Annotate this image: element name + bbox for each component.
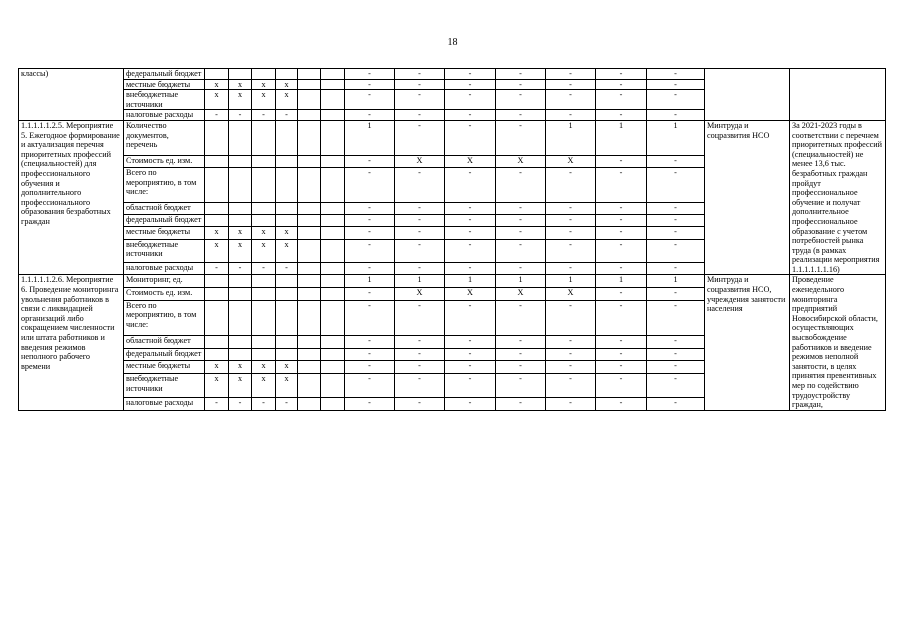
indicator-label-cell: налоговые расходы xyxy=(124,110,205,121)
value-cell: - xyxy=(546,202,596,214)
value-cell: - xyxy=(345,263,395,275)
value-cell xyxy=(229,120,252,155)
value-cell: - xyxy=(345,79,395,90)
value-cell xyxy=(321,110,345,121)
value-cell: - xyxy=(445,263,496,275)
value-cell: - xyxy=(496,167,546,202)
value-cell xyxy=(252,167,276,202)
value-cell: - xyxy=(546,374,596,398)
value-cell: - xyxy=(345,202,395,214)
value-cell xyxy=(298,110,321,121)
value-cell: - xyxy=(445,300,496,335)
value-cell: 1 xyxy=(345,120,395,155)
value-cell: 1 xyxy=(647,120,705,155)
table-row xyxy=(19,275,886,288)
value-cell: - xyxy=(205,263,229,275)
value-cell: - xyxy=(395,374,445,398)
value-cell: - xyxy=(596,69,647,80)
value-cell: - xyxy=(445,336,496,349)
value-cell xyxy=(252,336,276,349)
value-cell: х xyxy=(276,374,298,398)
value-cell: - xyxy=(496,202,546,214)
value-cell: х xyxy=(205,227,229,239)
indicator-label-cell: местные бюджеты xyxy=(124,227,205,239)
value-cell xyxy=(205,202,229,214)
value-cell: - xyxy=(496,336,546,349)
value-cell: - xyxy=(345,361,395,374)
value-cell: - xyxy=(395,361,445,374)
value-cell xyxy=(276,348,298,361)
value-cell: - xyxy=(647,348,705,361)
value-cell xyxy=(321,288,345,301)
value-cell: - xyxy=(596,214,647,226)
value-cell xyxy=(205,69,229,80)
value-cell xyxy=(229,288,252,301)
value-cell: х xyxy=(276,361,298,374)
value-cell: - xyxy=(496,110,546,121)
value-cell xyxy=(276,214,298,226)
value-cell: - xyxy=(395,79,445,90)
value-cell: - xyxy=(647,69,705,80)
value-cell: - xyxy=(496,69,546,80)
value-cell: - xyxy=(395,227,445,239)
indicator-label-cell: местные бюджеты xyxy=(124,361,205,374)
value-cell xyxy=(205,214,229,226)
value-cell: - xyxy=(496,361,546,374)
value-cell: - xyxy=(345,398,395,411)
value-cell xyxy=(252,120,276,155)
value-cell xyxy=(276,300,298,335)
value-cell xyxy=(229,167,252,202)
value-cell xyxy=(205,348,229,361)
value-cell: - xyxy=(395,300,445,335)
value-cell xyxy=(298,263,321,275)
value-cell xyxy=(321,336,345,349)
measures-table xyxy=(18,68,886,411)
value-cell: х xyxy=(252,374,276,398)
value-cell xyxy=(298,167,321,202)
value-cell: - xyxy=(546,398,596,411)
value-cell: - xyxy=(445,239,496,263)
value-cell xyxy=(298,79,321,90)
measure-name-cell: 1.1.1.1.1.2.5. Мероприятие 5. Ежегодное формирование и актуализация перечня приоритетных профессий (специальностей) для профессионального обучения и дополнительного профессионального образования безработных граждан xyxy=(19,120,124,275)
value-cell: X xyxy=(395,155,445,167)
value-cell: - xyxy=(395,69,445,80)
measure-name-cell: классы) xyxy=(19,69,124,121)
value-cell: 1 xyxy=(445,275,496,288)
value-cell: - xyxy=(205,398,229,411)
value-cell: - xyxy=(445,398,496,411)
value-cell: 1 xyxy=(596,120,647,155)
indicator-label-cell: налоговые расходы xyxy=(124,398,205,411)
value-cell: - xyxy=(229,263,252,275)
value-cell: - xyxy=(546,167,596,202)
value-cell xyxy=(321,300,345,335)
value-cell: - xyxy=(395,110,445,121)
value-cell: - xyxy=(647,361,705,374)
value-cell: х xyxy=(229,79,252,90)
value-cell xyxy=(229,202,252,214)
value-cell xyxy=(252,288,276,301)
value-cell: X xyxy=(546,288,596,301)
value-cell: х xyxy=(252,90,276,110)
value-cell: - xyxy=(496,79,546,90)
value-cell: х xyxy=(276,239,298,263)
value-cell: - xyxy=(345,90,395,110)
result-cell xyxy=(790,69,886,121)
value-cell: - xyxy=(252,263,276,275)
value-cell: - xyxy=(395,214,445,226)
value-cell xyxy=(321,202,345,214)
value-cell: - xyxy=(496,398,546,411)
value-cell: - xyxy=(276,263,298,275)
value-cell: - xyxy=(345,288,395,301)
value-cell xyxy=(252,214,276,226)
value-cell xyxy=(298,300,321,335)
value-cell: - xyxy=(647,202,705,214)
value-cell xyxy=(229,214,252,226)
value-cell xyxy=(298,239,321,263)
value-cell: - xyxy=(276,110,298,121)
value-cell: - xyxy=(647,155,705,167)
value-cell xyxy=(321,90,345,110)
value-cell xyxy=(252,275,276,288)
value-cell xyxy=(229,69,252,80)
result-cell: Проведение еженедельного мониторинга предприятий Новосибирской области, осуществляющих высвобождение работников и введение режимов неполной занятости, в целях принятия превентивных мер по содействию трудоустройству граждан, xyxy=(790,275,886,410)
value-cell xyxy=(321,263,345,275)
value-cell: - xyxy=(345,69,395,80)
value-cell: - xyxy=(445,374,496,398)
value-cell: - xyxy=(345,167,395,202)
value-cell: х xyxy=(229,239,252,263)
value-cell xyxy=(298,275,321,288)
value-cell: - xyxy=(496,263,546,275)
value-cell xyxy=(252,348,276,361)
value-cell: - xyxy=(345,336,395,349)
indicator-label-cell: областной бюджет xyxy=(124,336,205,349)
value-cell: х xyxy=(229,374,252,398)
value-cell: - xyxy=(252,398,276,411)
indicator-label-cell: налоговые расходы xyxy=(124,263,205,275)
value-cell: - xyxy=(647,336,705,349)
value-cell: х xyxy=(276,79,298,90)
value-cell: - xyxy=(496,90,546,110)
value-cell: - xyxy=(445,361,496,374)
value-cell: - xyxy=(445,90,496,110)
indicator-label-cell: Стоимость ед. изм. xyxy=(124,155,205,167)
value-cell: - xyxy=(229,110,252,121)
value-cell xyxy=(205,288,229,301)
value-cell: - xyxy=(445,202,496,214)
value-cell xyxy=(276,167,298,202)
value-cell xyxy=(321,167,345,202)
value-cell: - xyxy=(395,90,445,110)
value-cell: - xyxy=(596,227,647,239)
value-cell: х xyxy=(229,361,252,374)
value-cell: - xyxy=(596,202,647,214)
measure-name-cell: 1.1.1.1.1.2.6. Мероприятие 6. Проведение мониторинга увольнения работников в связи с ликвидацией организаций либо сокращением численности или штата работников и введения режимов неполного рабочего времени xyxy=(19,275,124,410)
value-cell xyxy=(229,336,252,349)
value-cell: х xyxy=(252,79,276,90)
value-cell: - xyxy=(445,348,496,361)
value-cell: - xyxy=(546,239,596,263)
indicator-label-cell: Всего по мероприятию, в том числе: xyxy=(124,167,205,202)
value-cell: - xyxy=(345,155,395,167)
value-cell: - xyxy=(546,79,596,90)
value-cell: - xyxy=(647,110,705,121)
value-cell xyxy=(252,202,276,214)
value-cell xyxy=(321,348,345,361)
value-cell: - xyxy=(647,167,705,202)
value-cell: - xyxy=(546,336,596,349)
value-cell: - xyxy=(546,263,596,275)
value-cell: х xyxy=(252,361,276,374)
value-cell: - xyxy=(596,348,647,361)
value-cell xyxy=(298,336,321,349)
value-cell: - xyxy=(647,214,705,226)
indicator-label-cell: Стоимость ед. изм. xyxy=(124,288,205,301)
value-cell: - xyxy=(596,374,647,398)
value-cell xyxy=(321,239,345,263)
value-cell: - xyxy=(445,227,496,239)
indicator-label-cell: местные бюджеты xyxy=(124,79,205,90)
value-cell: - xyxy=(647,227,705,239)
value-cell: - xyxy=(546,90,596,110)
value-cell xyxy=(276,288,298,301)
value-cell xyxy=(298,398,321,411)
indicator-label-cell: Количество документов, перечень xyxy=(124,120,205,155)
value-cell: X xyxy=(445,288,496,301)
value-cell: х xyxy=(205,239,229,263)
value-cell: х xyxy=(252,227,276,239)
value-cell: - xyxy=(345,110,395,121)
table-row xyxy=(19,69,886,80)
value-cell xyxy=(298,69,321,80)
value-cell: X xyxy=(496,288,546,301)
value-cell xyxy=(321,120,345,155)
value-cell: - xyxy=(345,300,395,335)
value-cell: - xyxy=(345,239,395,263)
value-cell: - xyxy=(546,110,596,121)
value-cell: - xyxy=(395,202,445,214)
value-cell: - xyxy=(647,288,705,301)
value-cell: - xyxy=(596,239,647,263)
value-cell: - xyxy=(596,336,647,349)
value-cell: - xyxy=(596,155,647,167)
value-cell xyxy=(298,361,321,374)
value-cell: - xyxy=(596,361,647,374)
value-cell: - xyxy=(647,398,705,411)
value-cell: - xyxy=(445,110,496,121)
indicator-label-cell: Всего по мероприятию, в том числе: xyxy=(124,300,205,335)
value-cell: х xyxy=(205,79,229,90)
value-cell: 1 xyxy=(596,275,647,288)
value-cell: - xyxy=(445,214,496,226)
result-cell: За 2021-2023 годы в соответствии с перечнем приоритетных профессий (специальностей) не менее 13,6 тыс. безработных граждан пройдут профессиональное обучение и получат дополнительное профессиональное образование с учетом потребностей рынка труда (в рамках реализации мероприятия 1.1.1.1.1.1.16) xyxy=(790,120,886,275)
value-cell: - xyxy=(445,79,496,90)
value-cell: - xyxy=(496,374,546,398)
value-cell: х xyxy=(276,227,298,239)
value-cell: 1 xyxy=(496,275,546,288)
value-cell: - xyxy=(596,398,647,411)
indicator-label-cell: федеральный бюджет xyxy=(124,348,205,361)
value-cell xyxy=(298,227,321,239)
value-cell xyxy=(205,155,229,167)
value-cell xyxy=(229,348,252,361)
value-cell xyxy=(321,69,345,80)
value-cell xyxy=(298,374,321,398)
executor-cell xyxy=(705,69,790,121)
value-cell: X xyxy=(496,155,546,167)
value-cell: - xyxy=(546,361,596,374)
value-cell: 1 xyxy=(395,275,445,288)
value-cell: х xyxy=(205,374,229,398)
value-cell xyxy=(276,155,298,167)
value-cell: - xyxy=(496,239,546,263)
value-cell: - xyxy=(546,69,596,80)
value-cell xyxy=(321,398,345,411)
page-number: 18 xyxy=(447,37,458,48)
value-cell: - xyxy=(596,90,647,110)
value-cell: - xyxy=(546,348,596,361)
value-cell: 1 xyxy=(546,275,596,288)
value-cell: - xyxy=(647,300,705,335)
value-cell: - xyxy=(546,214,596,226)
value-cell: - xyxy=(596,263,647,275)
value-cell: - xyxy=(647,374,705,398)
value-cell xyxy=(298,90,321,110)
value-cell: X xyxy=(445,155,496,167)
value-cell: - xyxy=(596,167,647,202)
value-cell: - xyxy=(395,167,445,202)
value-cell: - xyxy=(276,398,298,411)
value-cell: - xyxy=(546,227,596,239)
value-cell xyxy=(321,214,345,226)
value-cell: - xyxy=(395,120,445,155)
value-cell xyxy=(205,300,229,335)
value-cell xyxy=(298,155,321,167)
indicator-label-cell: внебюджетные источники xyxy=(124,374,205,398)
value-cell: - xyxy=(445,167,496,202)
value-cell xyxy=(321,361,345,374)
value-cell: х xyxy=(252,239,276,263)
indicator-label-cell: федеральный бюджет xyxy=(124,69,205,80)
value-cell xyxy=(276,69,298,80)
value-cell: х xyxy=(229,227,252,239)
value-cell: - xyxy=(229,398,252,411)
value-cell xyxy=(205,120,229,155)
value-cell: - xyxy=(496,227,546,239)
value-cell: - xyxy=(252,110,276,121)
value-cell xyxy=(205,275,229,288)
value-cell xyxy=(298,288,321,301)
value-cell: - xyxy=(647,239,705,263)
indicator-label-cell: Мониторинг, ед. xyxy=(124,275,205,288)
value-cell: - xyxy=(596,288,647,301)
value-cell: - xyxy=(647,79,705,90)
value-cell: - xyxy=(395,239,445,263)
value-cell xyxy=(321,155,345,167)
value-cell: - xyxy=(345,227,395,239)
value-cell: - xyxy=(596,110,647,121)
value-cell: - xyxy=(345,214,395,226)
value-cell xyxy=(321,227,345,239)
value-cell: - xyxy=(546,300,596,335)
value-cell: - xyxy=(496,120,546,155)
value-cell xyxy=(298,202,321,214)
value-cell xyxy=(298,120,321,155)
value-cell: X xyxy=(395,288,445,301)
value-cell: - xyxy=(596,300,647,335)
value-cell xyxy=(252,300,276,335)
value-cell: х xyxy=(205,90,229,110)
value-cell: - xyxy=(496,348,546,361)
value-cell: - xyxy=(496,214,546,226)
value-cell: х xyxy=(276,90,298,110)
indicator-label-cell: федеральный бюджет xyxy=(124,214,205,226)
value-cell: 1 xyxy=(647,275,705,288)
value-cell xyxy=(229,275,252,288)
table-row xyxy=(19,120,886,155)
value-cell: - xyxy=(445,69,496,80)
value-cell xyxy=(252,155,276,167)
value-cell xyxy=(321,79,345,90)
value-cell xyxy=(276,120,298,155)
value-cell xyxy=(276,336,298,349)
indicator-label-cell: внебюджетные источники xyxy=(124,239,205,263)
value-cell: - xyxy=(395,348,445,361)
value-cell xyxy=(205,336,229,349)
value-cell: - xyxy=(647,90,705,110)
value-cell: X xyxy=(546,155,596,167)
value-cell xyxy=(229,300,252,335)
value-cell xyxy=(229,155,252,167)
value-cell: 1 xyxy=(546,120,596,155)
value-cell xyxy=(321,275,345,288)
value-cell xyxy=(205,167,229,202)
executor-cell: Минтруда и соцразвития НСО xyxy=(705,120,790,275)
value-cell xyxy=(321,374,345,398)
value-cell: - xyxy=(345,374,395,398)
executor-cell: Минтруда и соцразвития НСО, учреждения занятости населения xyxy=(705,275,790,410)
indicator-label-cell: областной бюджет xyxy=(124,202,205,214)
value-cell: 1 xyxy=(345,275,395,288)
value-cell: - xyxy=(445,120,496,155)
value-cell xyxy=(276,275,298,288)
value-cell xyxy=(298,348,321,361)
value-cell: х xyxy=(229,90,252,110)
value-cell: - xyxy=(647,263,705,275)
value-cell: - xyxy=(395,398,445,411)
value-cell: - xyxy=(496,300,546,335)
value-cell: - xyxy=(395,336,445,349)
value-cell xyxy=(252,69,276,80)
indicator-label-cell: внебюджетные источники xyxy=(124,90,205,110)
value-cell: - xyxy=(205,110,229,121)
value-cell xyxy=(276,202,298,214)
value-cell xyxy=(298,214,321,226)
value-cell: - xyxy=(596,79,647,90)
value-cell: - xyxy=(395,263,445,275)
value-cell: х xyxy=(205,361,229,374)
value-cell: - xyxy=(345,348,395,361)
